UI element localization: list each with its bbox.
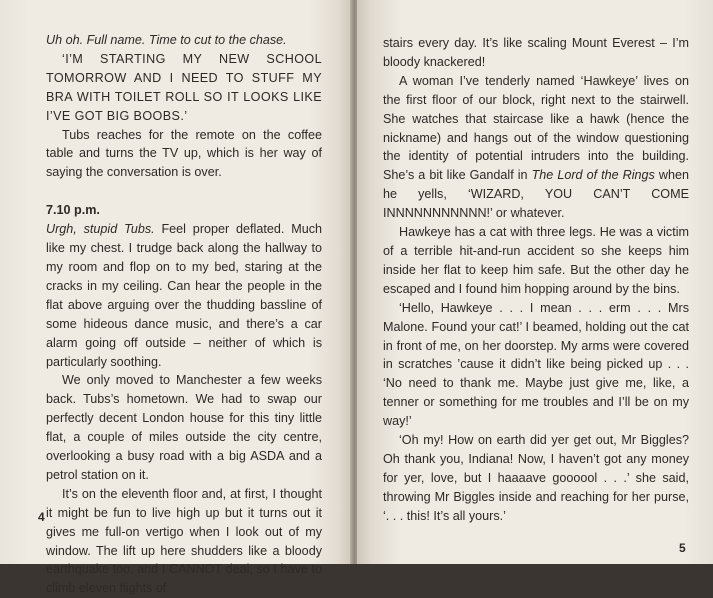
page-number: 5: [679, 541, 686, 555]
paragraph: ‘Hello, Hawkeye . . . I mean . . . erm . . . Mrs Malone. Found your cat!’ I beamed, holding out the cat in front of me, on her doorstep. My arms were covered in scratches ’cause it didn’t like being picked up . . . ‘No need to thank me. Maybe just give me, like, a tenner or something for me troubles and I’ll be on my way!’: [383, 300, 689, 429]
page-number: 4: [38, 510, 45, 524]
section-heading: 7.10 p.m.: [46, 203, 100, 218]
right-page: [357, 0, 713, 564]
paragraph: Hawkeye has a cat with three legs. He was a victim of a terrible hit-and-run accident so she keeps him inside her flat to keep him safe. But the other day he escaped and I found him hopping around by the bins.: [383, 225, 689, 296]
paragraph: [46, 31, 322, 50]
italic-text: Uh oh. Full name. Time to cut to the chase.: [46, 33, 287, 47]
paragraph-text: Feel proper deflated. Much like my chest. I trudge back along the hallway to my room and flop on to my bed, staring at the cracks in my ceiling. Can hear the people in the flat above arguing over the thudding bassline of some hideous dance music, and there’s a car alarm going off outside – neither of which is particularly soothing.: [46, 222, 322, 369]
right-page-text: [383, 34, 689, 526]
italic-text: The Lord of the Rings: [531, 168, 655, 183]
paragraph: stairs every day. It’s like scaling Mount Everest – I’m bloody knackered!: [383, 36, 689, 69]
paragraph: ‘I’M STARTING MY NEW SCHOOL TOMORROW AND I NEED TO STUFF MY BRA WITH TOILET ROLL SO IT LOOKS LIKE I’VE GOT BIG BOOBS.’: [46, 51, 322, 123]
paragraph: [46, 220, 322, 371]
paragraph: Tubs reaches for the remote on the coffee table and turns the TV up, which is her way of saying the conversation is over.: [46, 127, 322, 180]
paragraph-text: A woman I’ve tenderly named ‘Hawkeye’ lives on the first floor of our block, right next to the stairwell. She watches that staircase like a hawk (hence the nickname) and hangs out of the window questioning the identity of potential intruders into the building. She’s a bit like Gandalf in: [383, 73, 689, 183]
paragraph: ‘Oh my! How on earth did yer get out, Mr Biggles? Oh thank you, Indiana! Now, I haven’t got any money for yer, love, but I haaaave goooool . . .’ she said, throwing Mr Biggles inside and reaching for her purse, ‘. . . this! It’s all yours.’: [383, 433, 689, 523]
paragraph: [383, 72, 689, 223]
paragraph: We only moved to Manchester a few weeks back. Tubs’s hometown. We had to swap our perfectly decent London house for this tiny little flat, a couple of miles outside the city centre, overlooking a busy road with a big ASDA and a petrol station on it.: [46, 373, 322, 482]
left-page-text: [46, 31, 322, 598]
paragraph: It’s on the eleventh floor and, at first, I thought it might be fun to live high up but it turns out it gives me full-on vertigo when I look out of my window. The lift up here shudders like a bloody earthquake too, and I CANNOT deal, so I have to climb eleven flights of: [46, 486, 322, 596]
left-page: [0, 0, 352, 596]
paragraph-text: when he yells, ‘WIZARD, YOU CAN’T COME INNNNNNNNNNN!’ or whatever.: [383, 168, 689, 221]
italic-text: Urgh, stupid Tubs.: [46, 222, 155, 237]
